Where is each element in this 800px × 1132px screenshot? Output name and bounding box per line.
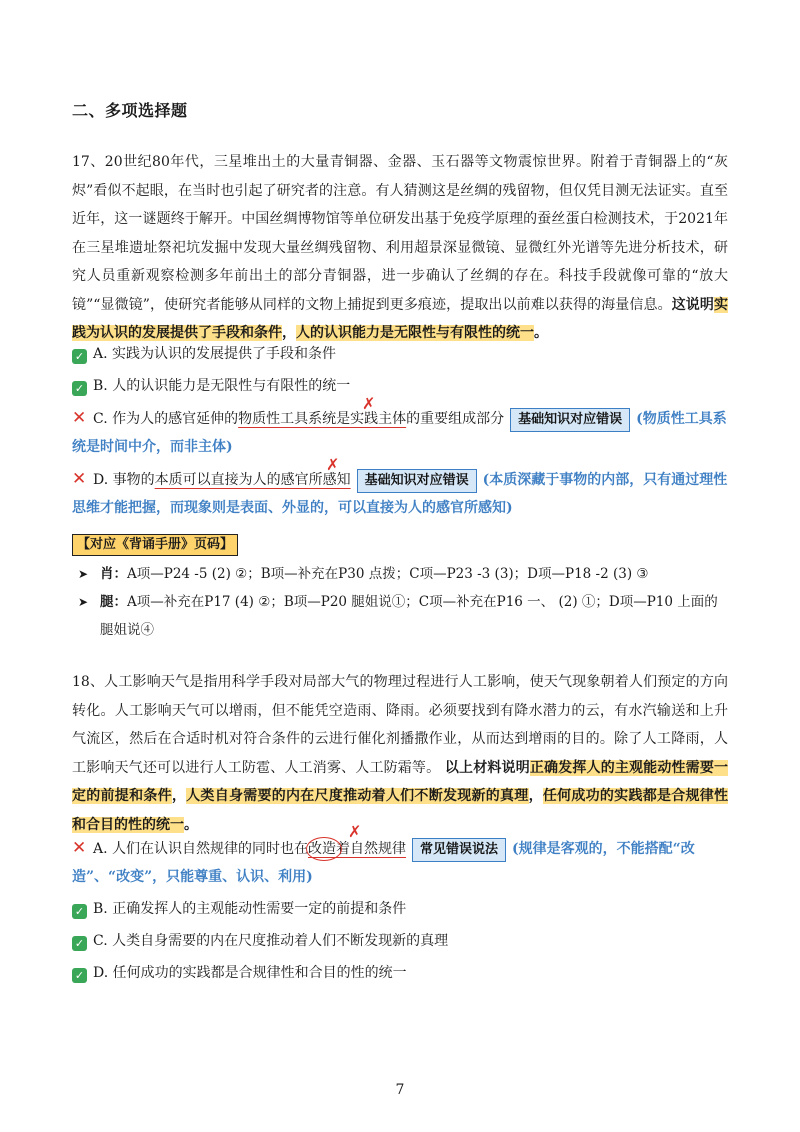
question-17-highlight-2: 人的认识能力是无限性与有限性的统一 — [296, 325, 534, 341]
error-type-tag: 常见错误说法 — [412, 838, 506, 862]
error-type-tag: 基础知识对应错误 — [510, 408, 630, 432]
option-18-d — [72, 959, 728, 987]
reference-text: A项—P24 -5 (2) ②；B项—补充在P30 点拨；C项—P23 -3 (3)；D项—P18 -2 (3) ③ — [127, 566, 649, 582]
option-text-post: 的重要组成部分 — [406, 411, 505, 427]
explanation-note: (物质性工具系统是时间中介，而非主体) — [72, 411, 727, 455]
check-mark-icon: ✓ — [72, 349, 87, 364]
explanation-note: (规律是客观的，不能搭配“改造”、“改变”，只能尊重、认识、利用) — [72, 841, 695, 885]
question-17-stem — [72, 148, 728, 348]
option-text-pre: 事物的 — [112, 472, 155, 488]
question-18-options — [72, 822, 728, 991]
reference-label: 腿： — [100, 594, 127, 610]
question-18-stem — [72, 668, 728, 839]
page-number: 7 — [395, 1082, 405, 1098]
option-18-a — [72, 822, 728, 891]
question-17-text: 17、20世纪80年代，三星堆出土的大量青铜器、金器、玉石器等文物震惊世界。附着于青铜器上的“灰烬”看似不起眼，在当时也引起了研究者的注意。有人猜测这是丝绸的残留物，但仅凭目测无法证实。直至近年，这一谜题终于解开。中国丝绸博物馆等单位研发出基于免疫学原理的蚕丝蛋白检测技术，于2021年在三星堆遗址祭祀坑发掘中发现大量丝绸残留物、利用超景深显微镜、显微红外光谱等先进分析技术，研究人员重新观察检测多年前出土的部分青铜器，进一步确认了丝绸的存在。科技手段就像可靠的“放大镜”“显微镜”，使研究者能够从同样的文物上捕捉到更多痕迹，提取出以前难以获得的海量信息。 — [72, 154, 728, 313]
check-mark-icon: ✓ — [72, 904, 87, 919]
option-letter: D. — [93, 965, 109, 981]
explanation-note: (本质深藏于事物的内部，只有通过理性思维才能把握，而现象则是表面、外显的，可以直接为人的感官所感知) — [72, 472, 728, 516]
option-text: 实践为认识的发展提供了手段和条件 — [112, 346, 337, 362]
question-17-end: 。 — [534, 325, 548, 341]
option-text-pre: 作为人的感官延伸的 — [112, 411, 239, 427]
option-text: 正确发挥人的主观能动性需要一定的前提和条件 — [112, 901, 407, 917]
option-18-b — [72, 895, 728, 923]
check-mark-icon: ✓ — [72, 968, 87, 983]
question-18-end: 。 — [184, 816, 198, 833]
question-17-options — [72, 340, 728, 526]
question-18-separator: ， — [528, 788, 543, 804]
cross-mark-icon: ✕ — [72, 469, 87, 489]
option-letter: D. — [93, 472, 109, 488]
wrong-phrase-underline: 本质可以直接为人的感官所感知 — [154, 472, 351, 488]
option-text: 任何成功的实践都是合规律性和合目的性的统一 — [112, 965, 407, 981]
reference-text: A项—补充在P17 (4) ②；B项—P20 腿姐说①；C项—补充在P16 一、 (2) ①；D项—P10 上面的腿姐说④ — [100, 594, 718, 638]
reference-pages — [72, 533, 728, 644]
wrong-phrase-underline: 物质性工具系统是实践主体 — [238, 411, 407, 427]
reference-xiao — [72, 560, 728, 588]
handwritten-x-icon: ✗ — [348, 822, 362, 841]
reference-tui — [72, 588, 728, 644]
option-letter: C. — [93, 933, 108, 949]
question-18-highlight-2: 人类自身需要的内在尺度推动着人们不断发现新的真理 — [186, 788, 529, 804]
question-18-lead: 以上材料说明 — [444, 759, 530, 776]
question-17-highlight-1: 实践为认识的发展提供了手段和条件 — [72, 296, 728, 341]
wrong-phrase-underline: 改造着自然规律 — [308, 841, 407, 857]
reference-label: 肖： — [100, 566, 127, 582]
check-mark-icon: ✓ — [72, 936, 87, 951]
option-17-c — [72, 394, 728, 461]
question-17-separator: ， — [282, 325, 296, 341]
handwritten-circle-icon — [306, 837, 342, 861]
question-18-highlight-1: 正确发挥人的主观能动性需要一定的前提和条件 — [72, 759, 729, 804]
option-letter: A. — [93, 841, 108, 857]
option-text-pre: 人们在认识自然规律的同时也在 — [112, 841, 309, 857]
option-text: 人类自身需要的内在尺度推动着人们不断发现新的真理 — [112, 933, 449, 949]
option-letter: C. — [93, 411, 108, 427]
question-18-text: 18、人工影响天气是指用科学手段对局部大气的物理过程进行人工影响，使天气现象朝着人们预定的方向转化。人工影响天气可以增雨，但不能凭空造雨、降雨。必须要找到有降水潜力的云，有水汽输送和上升气流区，然后在合适时机对符合条件的云进行催化剂播撒作业，从而达到增雨的目的。除了人工降雨，人工影响天气还可以进行人工防雹、人工消雾、人工防霜等。 — [72, 674, 728, 776]
error-type-tag: 基础知识对应错误 — [357, 469, 477, 493]
option-17-d — [72, 455, 728, 522]
check-mark-icon: ✓ — [72, 381, 87, 396]
option-letter: A. — [93, 346, 108, 362]
option-letter: B. — [93, 901, 108, 917]
section-title: 二、多项选择题 — [72, 101, 188, 120]
option-17-a — [72, 340, 728, 368]
option-letter: B. — [93, 378, 108, 394]
reference-box-title: 【对应《背诵手册》页码】 — [72, 534, 238, 556]
question-18-separator: ， — [171, 788, 187, 804]
cross-mark-icon: ✕ — [72, 408, 87, 428]
handwritten-x-icon: ✗ — [362, 394, 376, 413]
handwritten-x-icon: ✗ — [326, 455, 340, 474]
option-17-b — [72, 372, 728, 400]
option-18-c — [72, 927, 728, 955]
question-17-lead: 这说明 — [671, 296, 714, 313]
cross-mark-icon: ✕ — [72, 838, 87, 858]
question-18-highlight-3: 任何成功的实践都是合规律性和合目的性的统一 — [72, 788, 729, 833]
option-text: 人的认识能力是无限性与有限性的统一 — [112, 378, 351, 394]
arrow-bullet-icon: ➤ — [78, 567, 89, 581]
arrow-bullet-icon: ➤ — [78, 595, 89, 609]
